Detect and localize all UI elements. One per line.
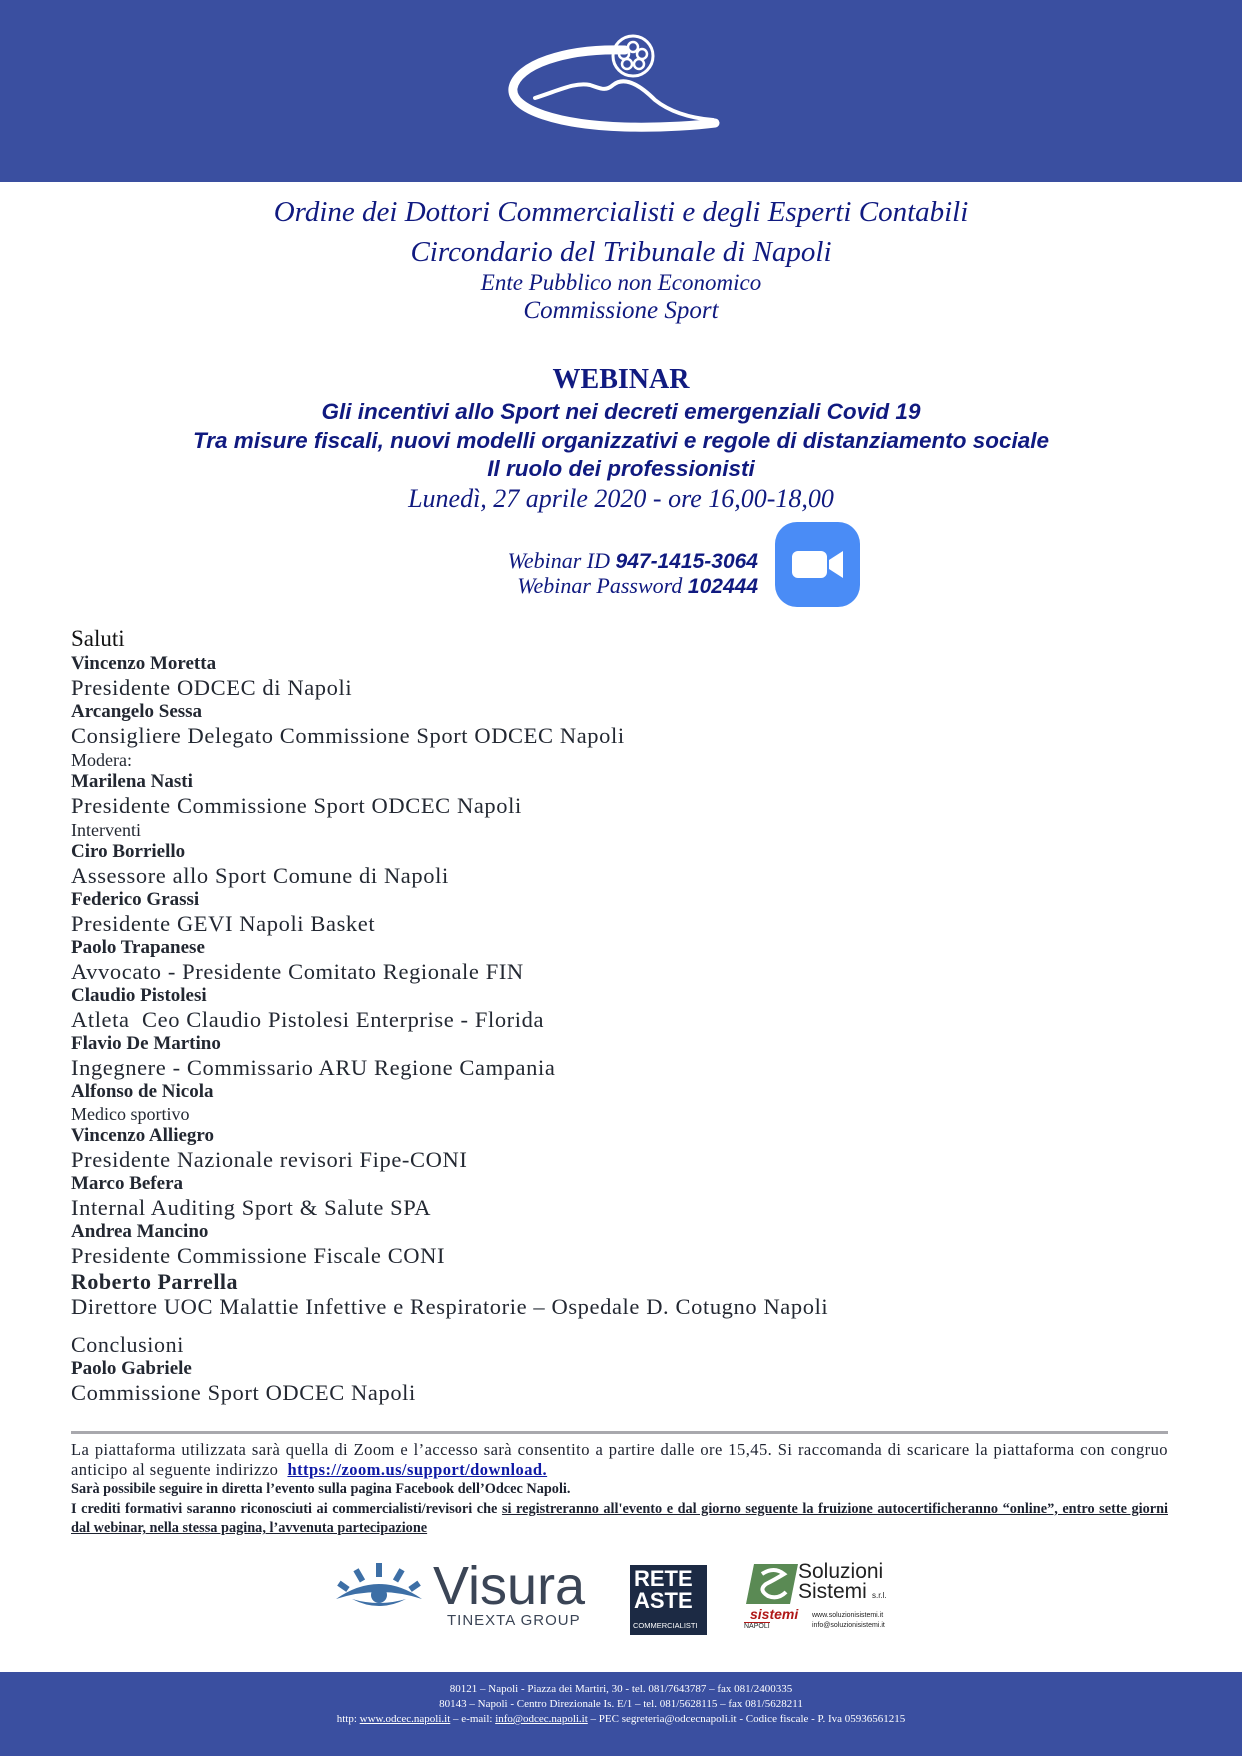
zoom-camera-icon[interactable] bbox=[775, 522, 860, 607]
speaker-name: Vincenzo Moretta bbox=[71, 653, 217, 674]
soluzioni-sistemi-logo-icon bbox=[744, 1562, 800, 1606]
webinar-id bbox=[358, 548, 758, 574]
speaker-role: Direttore UOC Malattie Infettive e Respiratorie – Ospedale D. Cotugno Napoli bbox=[71, 1294, 829, 1319]
speaker-name: Roberto Parrella bbox=[71, 1269, 239, 1294]
speaker-role: Presidente Commissione Fiscale CONI bbox=[71, 1243, 446, 1268]
sponsor-soluzioni-sistemi bbox=[742, 1560, 902, 1635]
speaker-name: Federico Grassi bbox=[71, 889, 200, 910]
speaker-name: Claudio Pistolesi bbox=[71, 985, 207, 1006]
webinar-id-label: Webinar ID bbox=[507, 548, 611, 573]
footer-address-2: 80143 – Napoli - Centro Direzionale Is. E/1 – tel. 081/5628115 – fax 081/5628211 bbox=[439, 1698, 803, 1710]
org-commission: Commissione Sport bbox=[523, 297, 719, 324]
speaker-name: Flavio De Martino bbox=[71, 1033, 221, 1054]
soluzioni-sistemi-web: www.soluzionisistemi.it bbox=[812, 1612, 884, 1619]
speaker-role: Internal Auditing Sport & Salute SPA bbox=[71, 1195, 432, 1220]
soluzioni-sistemi-brand: sistemi bbox=[750, 1606, 799, 1622]
rete-aste-line-1: RETE bbox=[634, 1566, 693, 1591]
soluzioni-sistemi-line-1: Soluzioni bbox=[798, 1560, 884, 1583]
speaker-name: Vincenzo Alliegro bbox=[71, 1125, 215, 1146]
webinar-title: WEBINAR bbox=[552, 364, 690, 395]
speaker-role: Commissione Sport ODCEC Napoli bbox=[71, 1380, 416, 1405]
soluzioni-sistemi-line-2: Sistemi bbox=[798, 1580, 867, 1603]
webinar-date: Lunedì, 27 aprile 2020 - ore 16,00-18,00 bbox=[408, 484, 834, 513]
speaker-role: Atleta Ceo Claudio Pistolesi Enterprise - Florida bbox=[71, 1007, 545, 1032]
section-interventi: Interventi bbox=[71, 820, 141, 840]
footer-address-1: 80121 – Napoli - Piazza dei Martiri, 30 - tel. 081/7643787 – fax 081/2400335 bbox=[449, 1683, 793, 1695]
webinar-subtitle-2: Tra misure fiscali, nuovi modelli organizzativi e regole di distanziamento sociale bbox=[192, 428, 1050, 453]
speaker-role: Presidente Nazionale revisori Fipe-CONI bbox=[71, 1147, 468, 1172]
info-notes bbox=[71, 1440, 1168, 1539]
credits-note-underlined: si registreranno all'evento e dal giorno seguente la fruizione autocertificheranno “online”, entro sette giorni dal webinar, nella stessa pagina, l’avvenuta partecipazione bbox=[71, 1500, 1169, 1536]
speaker-name: Paolo Trapanese bbox=[71, 937, 205, 958]
sponsor-rete-aste bbox=[630, 1565, 707, 1635]
credits-note-text: I crediti formativi saranno riconosciuti ai commercialisti/revisori che bbox=[71, 1500, 498, 1517]
webinar-id-value[interactable]: 947-1415-3064 bbox=[615, 550, 758, 573]
section-modera: Modera: bbox=[71, 750, 132, 770]
speaker-role: Presidente GEVI Napoli Basket bbox=[71, 911, 376, 936]
speaker-role: Avvocato - Presidente Comitato Regionale FIN bbox=[71, 959, 524, 984]
spacer bbox=[71, 1320, 1171, 1332]
org-district: Circondario del Tribunale di Napoli bbox=[410, 236, 832, 268]
footer-text: – PEC bbox=[590, 1713, 619, 1725]
sponsor-visura bbox=[334, 1555, 596, 1630]
rete-aste-line-3: COMMERCIALISTI bbox=[633, 1621, 698, 1630]
speaker-role: Consigliere Delegato Commissione Sport ODCEC Napoli bbox=[71, 723, 625, 748]
zoom-instructions-text: La piattaforma utilizzata sarà quella di Zoom e l’accesso sarà consentito a partire dalle ore 15,45. Si raccomanda di scaricare la piattaforma con congruo anticipo al seguente indirizzo bbox=[71, 1440, 1168, 1479]
footer-text: – e-mail: bbox=[453, 1713, 493, 1725]
soluzioni-sistemi-city: NAPOLI bbox=[744, 1623, 770, 1630]
speaker-role: Presidente ODCEC di Napoli bbox=[71, 675, 353, 700]
speaker-name: Marilena Nasti bbox=[71, 771, 193, 792]
speaker-role: Medico sportivo bbox=[71, 1104, 190, 1124]
speaker-name: Andrea Mancino bbox=[71, 1221, 209, 1242]
webinar-password bbox=[358, 573, 758, 599]
credits-note bbox=[71, 1500, 1168, 1539]
footer-banner bbox=[0, 1672, 1242, 1756]
header-banner bbox=[0, 0, 1242, 182]
soluzioni-sistemi-mail: info@soluzionisistemi.it bbox=[812, 1622, 885, 1629]
org-name: Ordine dei Dottori Commercialisti e degli Esperti Contabili bbox=[273, 196, 969, 228]
speaker-name: Alfonso de Nicola bbox=[71, 1081, 214, 1102]
speaker-name: Ciro Borriello bbox=[71, 841, 186, 862]
rete-aste-line-2: ASTE bbox=[634, 1588, 693, 1613]
webinar-password-value[interactable]: 102444 bbox=[687, 575, 758, 598]
speaker-role: Ingegnere - Commissario ARU Regione Campania bbox=[71, 1055, 556, 1080]
section-conclusioni: Conclusioni bbox=[71, 1332, 184, 1357]
visura-subtitle: TINEXTA GROUP bbox=[447, 1612, 581, 1629]
webinar-subtitle-3: Il ruolo dei professionisti bbox=[487, 456, 755, 481]
footer-text: - Codice fiscale - P. Iva 05936561215 bbox=[739, 1713, 906, 1725]
speaker-name: Arcangelo Sessa bbox=[71, 701, 203, 722]
facebook-note: Sarà possibile seguire in diretta l’evento sulla pagina Facebook dell’Odcec Napoli. bbox=[71, 1481, 571, 1497]
soluzioni-sistemi-srl: s.r.l. bbox=[872, 1591, 887, 1600]
footer-website-link[interactable]: www.odcec.napoli.it bbox=[359, 1713, 451, 1725]
program-list bbox=[71, 624, 1171, 1406]
zoom-instructions bbox=[71, 1440, 1168, 1480]
org-type: Ente Pubblico non Economico bbox=[480, 270, 762, 295]
section-saluti: Saluti bbox=[71, 626, 125, 651]
speaker-role: Assessore allo Sport Comune di Napoli bbox=[71, 863, 449, 888]
webinar-password-label: Webinar Password bbox=[517, 573, 683, 598]
speaker-name: Marco Befera bbox=[71, 1173, 184, 1194]
zoom-download-link[interactable]: https://zoom.us/support/download. bbox=[287, 1460, 548, 1479]
footer-email-link[interactable]: info@odcec.napoli.it bbox=[495, 1713, 588, 1725]
footer-contacts bbox=[0, 1713, 1242, 1725]
divider bbox=[71, 1431, 1168, 1434]
footer-pec-email[interactable]: segreteria@odcecnapoli.it bbox=[621, 1713, 737, 1725]
footer-text: http: bbox=[336, 1713, 357, 1725]
speaker-name: Paolo Gabriele bbox=[71, 1358, 192, 1379]
webinar-subtitle-1: Gli incentivi allo Sport nei decreti emergenziali Covid 19 bbox=[321, 399, 921, 424]
visura-name: Visura bbox=[433, 1556, 586, 1616]
speaker-role: Presidente Commissione Sport ODCEC Napoli bbox=[71, 793, 522, 818]
odcec-logo bbox=[505, 30, 730, 150]
